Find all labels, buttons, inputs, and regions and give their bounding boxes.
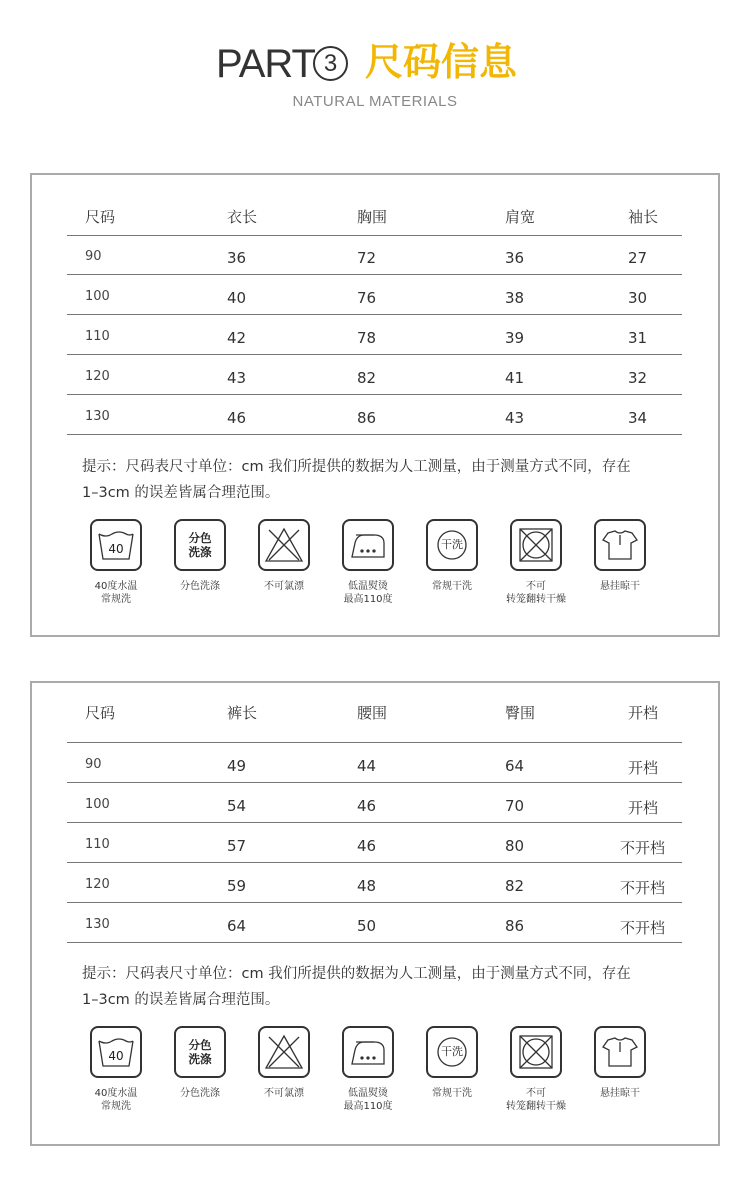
bottom-note-line2: 1–3cm 的误差皆属合理范围。 [82, 992, 280, 1008]
bottom-row-divider [67, 862, 682, 863]
top-cell-3-3: 41 [505, 369, 525, 387]
dry-clean-caption: 常规干洗 [432, 1088, 472, 1099]
top-cell-3-0: 120 [85, 369, 110, 384]
top-cell-3-2: 82 [357, 369, 377, 387]
bottom-cell-0-0: 90 [85, 757, 102, 772]
dry-clean-icon [426, 519, 478, 571]
bottom-cell-3-0: 120 [85, 877, 110, 892]
bottom-cell-1-1: 54 [227, 797, 247, 815]
part-label: PART [216, 42, 315, 86]
bottom-header-3: 臀围 [505, 704, 536, 722]
wash-40-icon [90, 519, 142, 571]
bottom-header-0: 尺码 [85, 704, 116, 722]
top-cell-4-0: 130 [85, 409, 110, 424]
bottom-cell-0-3: 64 [505, 757, 525, 775]
bottom-row-divider [67, 942, 682, 943]
wash-temp-text: 40 [108, 1049, 124, 1063]
bottom-cell-0-2: 44 [357, 757, 377, 775]
no-tumble-dry-caption-2: 转笼翻转干燥 [506, 594, 566, 605]
bottom-cell-3-2: 48 [357, 877, 377, 895]
top-cell-2-0: 110 [85, 329, 110, 344]
separate-text-2: 洗涤 [188, 545, 212, 559]
dry-clean-caption: 常规干洗 [432, 581, 472, 592]
bottom-header-1: 裤长 [227, 704, 258, 722]
part-number-badge: 3 [313, 46, 348, 81]
bottom-cell-3-3: 82 [505, 877, 525, 895]
top-row-divider [67, 434, 682, 435]
top-cell-3-4: 32 [628, 369, 648, 387]
top-cell-4-1: 46 [227, 409, 247, 427]
no-bleach-icon [258, 519, 310, 571]
wash-40-icon [90, 1026, 142, 1078]
top-note-line2: 1–3cm 的误差皆属合理范围。 [82, 485, 280, 501]
top-cell-2-2: 78 [357, 329, 377, 347]
low-iron-icon [342, 519, 394, 571]
no-bleach-caption: 不可氯漂 [264, 1088, 304, 1099]
no-tumble-dry-caption: 不可 [526, 581, 546, 592]
wash-40-caption-2: 常规洗 [101, 594, 131, 605]
bottom-cell-4-3: 86 [505, 917, 525, 935]
wash-temp-text: 40 [108, 542, 124, 556]
top-row-divider [67, 314, 682, 315]
separate-wash-caption: 分色洗涤 [180, 581, 220, 592]
top-cell-1-3: 38 [505, 289, 525, 307]
top-cell-1-2: 76 [357, 289, 377, 307]
no-tumble-dry-caption-2: 转笼翻转干燥 [506, 1101, 566, 1112]
hang-dry-icon [594, 1026, 646, 1078]
bottom-cell-4-1: 64 [227, 917, 247, 935]
bottom-cell-2-1: 57 [227, 837, 247, 855]
top-cell-2-1: 42 [227, 329, 247, 347]
page-subtitle: NATURAL MATERIALS [292, 93, 458, 110]
top-cell-2-3: 39 [505, 329, 525, 347]
low-iron-icon [342, 1026, 394, 1078]
top-cell-0-2: 72 [357, 249, 377, 267]
hang-dry-icon [594, 519, 646, 571]
bottom-cell-2-3: 80 [505, 837, 525, 855]
no-bleach-caption: 不可氯漂 [264, 581, 304, 592]
top-header-2: 胸围 [357, 208, 388, 226]
no-tumble-dry-caption: 不可 [526, 1088, 546, 1099]
bottom-cell-1-3: 70 [505, 797, 525, 815]
top-size-panel [30, 173, 720, 637]
bottom-row-divider [67, 822, 682, 823]
top-header-divider [67, 235, 682, 236]
top-cell-4-4: 34 [628, 409, 648, 427]
bottom-cell-4-0: 130 [85, 917, 110, 932]
bottom-row-divider [67, 902, 682, 903]
dry-clean-text: 干洗 [441, 1045, 463, 1058]
bottom-cell-2-4: 不开档 [620, 839, 666, 857]
hang-dry-caption: 悬挂晾干 [600, 581, 640, 592]
top-row-divider [67, 354, 682, 355]
bottom-row-divider [67, 782, 682, 783]
bottom-cell-0-1: 49 [227, 757, 247, 775]
top-cell-2-4: 31 [628, 329, 648, 347]
separate-text-2: 洗涤 [188, 1052, 212, 1066]
top-header-0: 尺码 [85, 208, 116, 226]
no-tumble-dry-icon [510, 519, 562, 571]
wash-40-caption-2: 常规洗 [101, 1101, 131, 1112]
bottom-cell-3-1: 59 [227, 877, 247, 895]
wash-40-caption: 40度水温 [94, 581, 138, 592]
bottom-cell-1-4: 开档 [628, 799, 659, 817]
no-tumble-dry-icon [510, 1026, 562, 1078]
separate-text-1: 分色 [188, 1038, 212, 1052]
bottom-cell-0-4: 开档 [628, 759, 659, 777]
bottom-cell-2-0: 110 [85, 837, 110, 852]
dry-clean-text: 干洗 [441, 538, 463, 551]
top-cell-4-3: 43 [505, 409, 525, 427]
top-header-4: 袖长 [628, 208, 659, 226]
top-header-1: 衣长 [227, 208, 258, 226]
top-cell-1-1: 40 [227, 289, 247, 307]
top-cell-1-0: 100 [85, 289, 110, 304]
bottom-cell-1-0: 100 [85, 797, 110, 812]
low-iron-caption: 低温熨烫 [348, 1088, 388, 1099]
no-bleach-icon [258, 1026, 310, 1078]
low-iron-caption-2: 最高110度 [343, 594, 393, 605]
hang-dry-caption: 悬挂晾干 [600, 1088, 640, 1099]
bottom-header-4: 开档 [628, 704, 659, 722]
top-cell-4-2: 86 [357, 409, 377, 427]
top-cell-0-1: 36 [227, 249, 247, 267]
page-header [0, 38, 750, 88]
bottom-cell-1-2: 46 [357, 797, 377, 815]
bottom-header-divider [67, 742, 682, 743]
bottom-cell-2-2: 46 [357, 837, 377, 855]
top-note-line1: 提示：尺码表尺寸单位：cm 我们所提供的数据为人工测量，由于测量方式不同，存在 [82, 459, 631, 475]
top-cell-0-0: 90 [85, 249, 102, 264]
dry-clean-icon [426, 1026, 478, 1078]
separate-wash-caption: 分色洗涤 [180, 1088, 220, 1099]
bottom-note-line1: 提示：尺码表尺寸单位：cm 我们所提供的数据为人工测量，由于测量方式不同，存在 [82, 966, 631, 982]
top-header-3: 肩宽 [505, 208, 536, 226]
top-row-divider [67, 274, 682, 275]
top-cell-1-4: 30 [628, 289, 648, 307]
bottom-size-panel [30, 681, 720, 1146]
bottom-cell-3-4: 不开档 [620, 879, 666, 897]
separate-text-1: 分色 [188, 531, 212, 545]
separate-wash-icon [174, 1026, 226, 1078]
separate-wash-icon [174, 519, 226, 571]
low-iron-caption: 低温熨烫 [348, 581, 388, 592]
top-cell-0-4: 27 [628, 249, 648, 267]
wash-40-caption: 40度水温 [94, 1088, 138, 1099]
top-row-divider [67, 394, 682, 395]
page-title: 尺码信息 [365, 40, 518, 84]
bottom-cell-4-4: 不开档 [620, 919, 666, 937]
bottom-header-2: 腰围 [357, 704, 388, 722]
bottom-cell-4-2: 50 [357, 917, 377, 935]
top-cell-0-3: 36 [505, 249, 525, 267]
low-iron-caption-2: 最高110度 [343, 1101, 393, 1112]
top-cell-3-1: 43 [227, 369, 247, 387]
